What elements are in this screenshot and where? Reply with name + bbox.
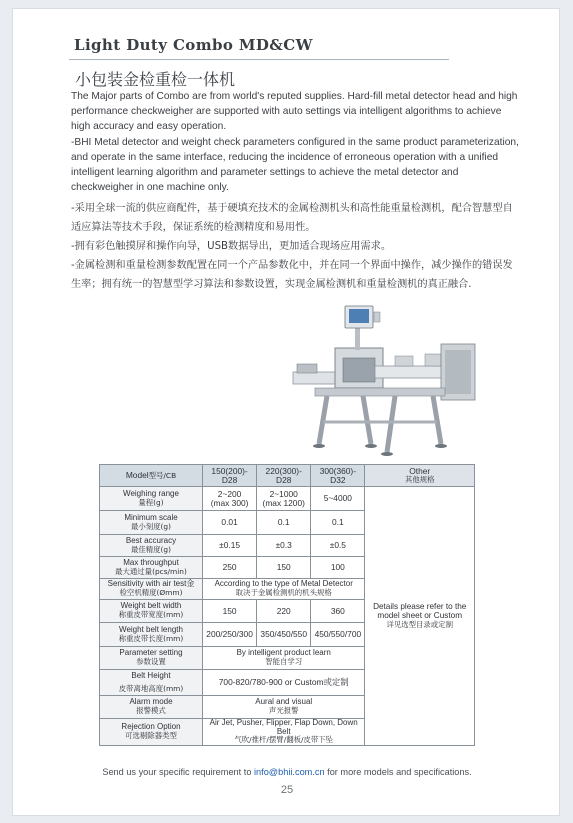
cell-merged (203, 719, 365, 746)
row-label (100, 719, 203, 746)
cell: 220 (257, 600, 311, 623)
cell: 150 (203, 600, 257, 623)
label-cn: 检空机精度(Ømm) (119, 588, 183, 597)
label-cn: 皮带离地高度(mm) (118, 683, 184, 693)
cell-merged (203, 696, 365, 719)
cell-value-cn: 气吹/推杆/摆臂/翻板/皮带下坠 (234, 735, 334, 745)
label-cn: 量程(g) (138, 497, 164, 507)
label-en: Alarm mode (129, 697, 173, 707)
title-divider (69, 59, 449, 60)
email-link[interactable]: info@bhii.com.cn (253, 767, 325, 777)
header-other (365, 465, 475, 487)
label-cn: 参数设置 (136, 657, 166, 666)
row-label (100, 696, 203, 719)
label-en: Best accuracy (125, 535, 177, 545)
cell: 5~4000 (311, 487, 365, 511)
intro-english (71, 89, 521, 195)
intro-chinese (71, 199, 521, 294)
cell: 200/250/300 (203, 623, 257, 647)
cell: ±0.5 (311, 535, 365, 557)
cell-value-en: By intelligent product learn (236, 648, 331, 658)
cell-value-cn: 声光报警 (268, 706, 299, 715)
footer-text-before: Send us your specific requirement to (102, 767, 254, 777)
cell: 250 (203, 557, 257, 579)
combo-machine-photo (275, 304, 491, 459)
label-en: Max throughput (123, 557, 179, 567)
spec-table (99, 464, 475, 746)
cell-value-cn: 智能自学习 (265, 657, 303, 666)
model-label-en: Model (125, 469, 149, 480)
cell-value: 2~200 (217, 488, 242, 499)
intro-en-paragraph-2: -BHI Metal detector and weight check parameters configured in the same product parameterization, and operate in the same interface, reducing the incidence of erroneous operation with a unified intelligent learning algorithm and parameter settings to achieve the metal detector and checkweigher in one machine only. (71, 136, 519, 194)
label-cn: 最大通过量(pcs/min) (115, 566, 187, 576)
label-cn: 报警模式 (136, 706, 166, 715)
page-title-cn: 小包装金检重检一体机 (75, 70, 236, 89)
header-col-1: 150(200)-D28 (203, 465, 257, 487)
cell: 150 (257, 557, 311, 579)
row-label (100, 670, 203, 696)
page-title-en: Light Duty Combo MD&CW (74, 36, 313, 54)
label-en: Weighing range (123, 488, 179, 498)
other-label-en: Other (409, 465, 431, 476)
row-label (100, 623, 203, 647)
footer-text-after: for more models and specifications. (324, 767, 472, 777)
cell-merged: 700-820/780-900 or Custom或定制 (203, 670, 365, 696)
table-header-row (100, 465, 475, 487)
label-cn: 最佳精度(g) (130, 544, 172, 554)
header-col-3: 300(360)-D32 (311, 465, 365, 487)
cell-merged (203, 579, 365, 600)
label-en: Sensitivity with air test金 (107, 579, 195, 589)
cell-merged (203, 647, 365, 670)
row-label (100, 647, 203, 670)
intro-cn-paragraph-3: -金属检测和重量检测参数配置在同一个产品参数化中，并在同一个界面中操作，减少操作的错误发生率；拥有统一的智慧型学习算法和参数设置，实现金属检测机和重量检测机的真正融合. (71, 260, 513, 290)
intro-cn-paragraph-1: -采用全球一流的供应商配件，基于硬填充技术的金属检测机头和高性能重量检测机，配合智慧型自适应算法等技术手段，保证系统的检测精度和易用性。 (71, 203, 513, 233)
cell: 0.1 (257, 511, 311, 535)
header-col-2: 220(300)-D28 (257, 465, 311, 487)
row-label (100, 511, 203, 535)
cell-value-note: (max 1200) (262, 497, 305, 508)
cell: 360 (311, 600, 365, 623)
cell: 100 (311, 557, 365, 579)
cell-value: 2~1000 (269, 488, 298, 499)
cell: ±0.3 (257, 535, 311, 557)
label-en: Weight belt width (120, 601, 182, 611)
cell-value-en: According to the type of Metal Detector (214, 579, 353, 589)
cell-value-note: (max 300) (210, 497, 249, 508)
label-cn: 称重皮带长度(mm) (118, 633, 184, 643)
cell: ±0.15 (203, 535, 257, 557)
cell-value-en: Air Jet, Pusher, Flipper, Flap Down, Down Belt (209, 718, 358, 736)
intro-cn-paragraph-2: -拥有彩色触摸屏和操作向导，USB数据导出，更加适合现场应用需求。 (71, 241, 392, 252)
intro-en-paragraph-1: The Major parts of Combo are from world's reputed supplies. Hard-fill metal detector head and high performance checkweigher are supported with auto settings via intelligent algorithms to achieve high accuracy and easy operation. (71, 91, 518, 133)
cell: 0.1 (311, 511, 365, 535)
table-row (100, 487, 475, 511)
model-label-cn: 型号/CB (148, 470, 177, 480)
cell: 450/550/700 (311, 623, 365, 647)
row-label (100, 557, 203, 579)
label-en: Rejection Option (121, 722, 181, 732)
label-cn: 可选剔除器类型 (125, 730, 177, 740)
row-label (100, 579, 203, 600)
cell (257, 487, 311, 511)
cell-value-cn: 取决于金属检测机的机头规格 (235, 588, 332, 597)
row-label (100, 487, 203, 511)
label-cn: 称重皮带宽度(mm) (118, 610, 184, 619)
cell: 0.01 (203, 511, 257, 535)
footer-contact (13, 767, 561, 777)
other-label-cn: 其他规格 (404, 474, 435, 484)
cell-value-en: Aural and visual (255, 697, 313, 707)
catalog-page (12, 8, 560, 816)
details-note (365, 487, 475, 746)
cell (203, 487, 257, 511)
cell: 350/450/550 (257, 623, 311, 647)
label-en: Belt Height (131, 670, 171, 680)
details-en: Details please refer to the model sheet or Custom (373, 602, 467, 621)
label-en: Parameter setting (119, 648, 183, 658)
details-cn: 详见选型目录或定制 (386, 620, 453, 630)
label-en: Minimum scale (124, 512, 178, 522)
label-cn: 最小刻度(g) (130, 521, 172, 531)
row-label (100, 600, 203, 623)
row-label (100, 535, 203, 557)
page-number: 25 (280, 784, 294, 796)
label-en: Weight belt length (119, 624, 183, 634)
header-model (100, 465, 203, 487)
